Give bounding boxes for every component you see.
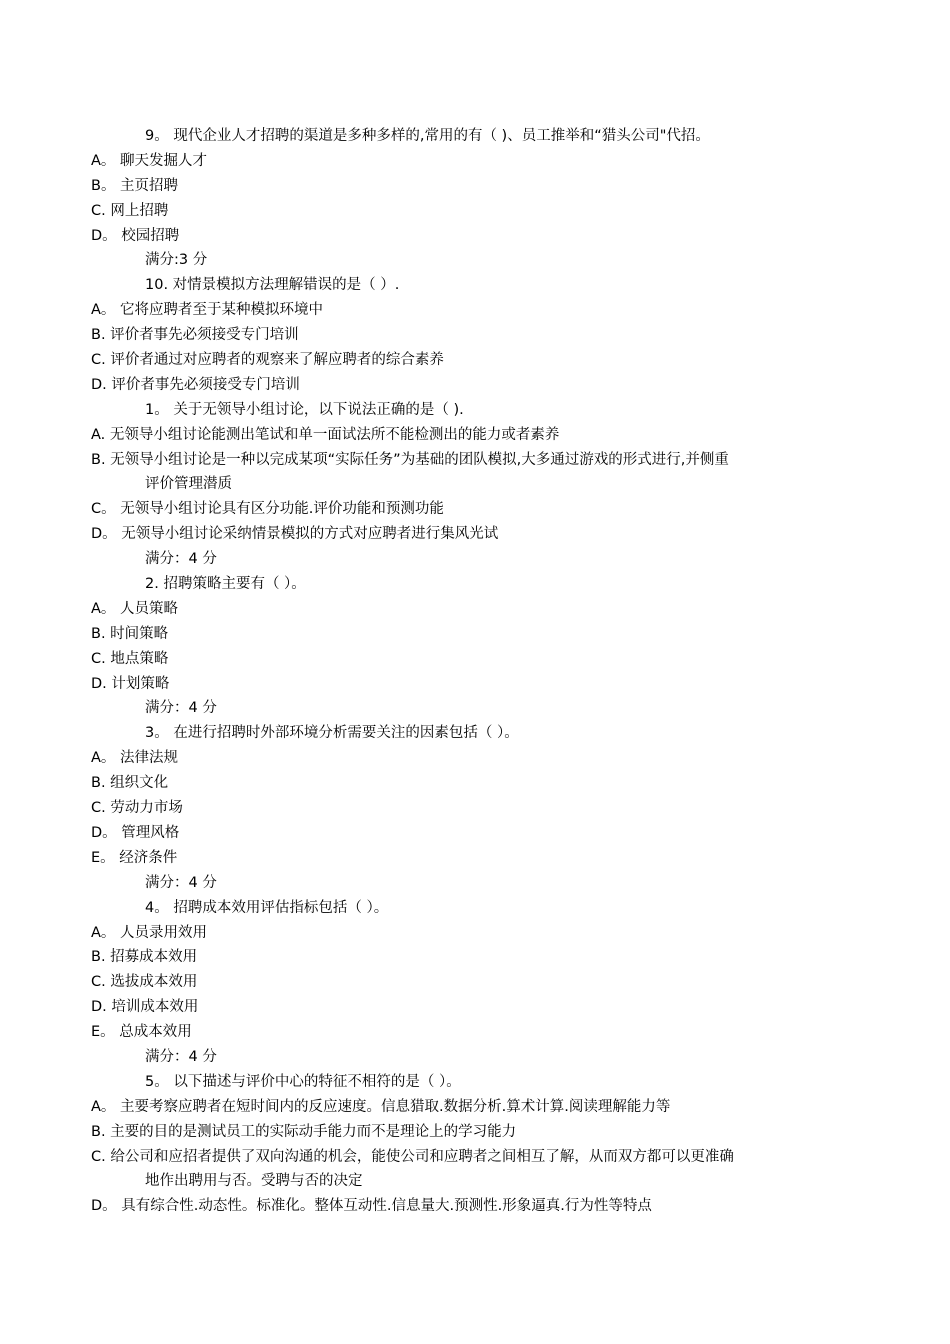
option-continuation-line: 地作出聘用与否。受聘与否的决定 <box>145 1173 363 1190</box>
question-line: 2. 招聘策略主要有（ ）。 <box>145 576 306 593</box>
option-line: D。 具有综合性.动态性。标准化。整体互动性.信息量大.预测性.形象逼真.行为性等特点 <box>91 1198 652 1215</box>
option-continuation-line: 评价管理潜质 <box>145 476 232 493</box>
score-line: 满分：4 分 <box>145 551 217 568</box>
option-line: D. 计划策略 <box>91 675 170 692</box>
option-line: A。 它将应聘者至于某种模拟环境中 <box>91 302 324 319</box>
option-line: B. 组织文化 <box>91 775 169 792</box>
option-line: B。 主页招聘 <box>91 177 179 194</box>
option-line: A。 人员策略 <box>91 600 179 617</box>
score-line: 满分:3 分 <box>145 252 208 269</box>
option-line: B. 主要的目的是测试员工的实际动手能力而不是理论上的学习能力 <box>91 1123 517 1140</box>
option-line: A。 法律法规 <box>91 750 179 767</box>
option-line: D。 校园招聘 <box>91 227 180 244</box>
option-line: D。 管理风格 <box>91 824 180 841</box>
option-line: A。 人员录用效用 <box>91 924 208 941</box>
question-line: 9。 现代企业人才招聘的渠道是多种多样的,常用的有（ )、员工推举和“猎头公司"代招。 <box>145 128 710 144</box>
option-line: D. 培训成本效用 <box>91 999 199 1016</box>
option-line: D. 评价者事先必须接受专门培训 <box>91 376 300 393</box>
option-line: C. 评价者通过对应聘者的观察来了解应聘者的综合素养 <box>91 352 444 369</box>
score-line: 满分：4 分 <box>145 700 217 717</box>
option-line: C. 选拔成本效用 <box>91 974 198 991</box>
exam-page <box>0 124 950 1219</box>
option-line: C。 无领导小组讨论具有区分功能.评价功能和预测功能 <box>91 501 444 518</box>
option-line: A. 无领导小组讨论能测出笔试和单一面试法所不能检测出的能力或者素养 <box>91 426 560 443</box>
option-line: A。 聊天发掘人才 <box>91 152 208 169</box>
option-line: B. 无领导小组讨论是一种以完成某项“实际任务”为基础的团队模拟,大多通过游戏的形式进行,并侧重 <box>91 451 729 468</box>
option-line: C. 给公司和应招者提供了双向沟通的机会，能使公司和应聘者之间相互了解，从而双方都可以更准确 <box>91 1148 734 1165</box>
option-line: A。 主要考察应聘者在短时间内的反应速度。信息猎取.数据分析.算术计算.阅读理解能力等 <box>91 1098 671 1115</box>
option-line: C. 网上招聘 <box>91 202 169 219</box>
option-line: B. 时间策略 <box>91 625 169 642</box>
question-line: 1。 关于无领导小组讨论，以下说法正确的是（ ). <box>145 401 464 418</box>
option-line: B. 招募成本效用 <box>91 949 198 966</box>
option-line: D。 无领导小组讨论采纳情景模拟的方式对应聘者进行集风光试 <box>91 526 499 543</box>
option-line: E。 总成本效用 <box>91 1024 192 1041</box>
option-line: E。 经济条件 <box>91 849 178 866</box>
question-line: 4。 招聘成本效用评估指标包括（ ）。 <box>145 899 389 916</box>
score-line: 满分：4 分 <box>145 874 217 891</box>
question-line: 10. 对情景模拟方法理解错误的是（ ）. <box>145 277 400 294</box>
option-line: C. 地点策略 <box>91 650 169 667</box>
question-line: 5。 以下描述与评价中心的特征不相符的是（ ）。 <box>145 1073 461 1090</box>
option-line: C. 劳动力市场 <box>91 800 183 817</box>
question-line: 3。 在进行招聘时外部环境分析需要关注的因素包括（ ）。 <box>145 725 519 742</box>
score-line: 满分：4 分 <box>145 1048 217 1065</box>
option-line: B. 评价者事先必须接受专门培训 <box>91 327 299 344</box>
